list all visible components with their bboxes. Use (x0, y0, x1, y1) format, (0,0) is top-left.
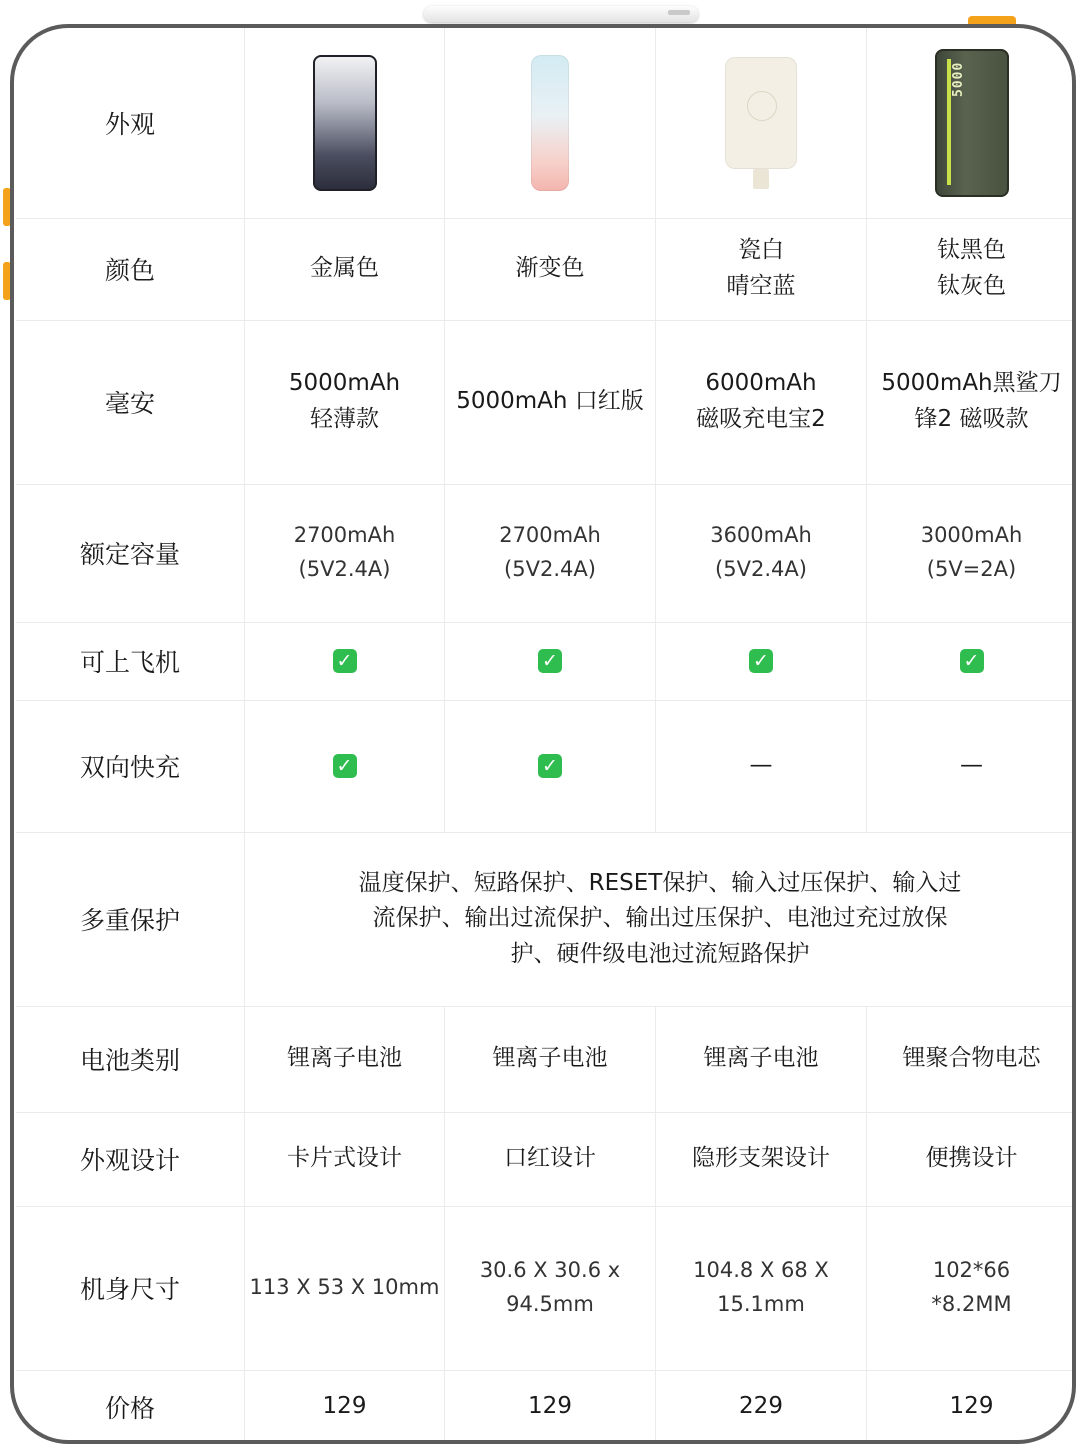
lipstick-powerbank-icon (531, 55, 569, 191)
row-color (16, 218, 1076, 321)
value-dimensions: 30.6 X 30.6 x 94.5mm (479, 1258, 621, 1316)
table-cell (445, 622, 656, 700)
table-cell (656, 1370, 867, 1444)
table-cell (656, 218, 867, 320)
label-protection: 多重保护 (79, 906, 180, 935)
table-cell (445, 700, 656, 832)
value-protection: 温度保护、短路保护、RESET保护、输入过压保护、输入过流保护、输出过流保护、输出过压保护、电池过充过放保护、硬件级电池过流短路保护 (358, 869, 962, 967)
row-label (16, 1006, 245, 1112)
value-price: 129 (949, 1393, 994, 1420)
product-image-cell (445, 28, 656, 218)
row-label (16, 700, 245, 832)
table-cell (656, 700, 867, 832)
table-cell (656, 622, 867, 700)
table-cell (656, 1206, 867, 1370)
shark-blade-powerbank-icon (935, 49, 1009, 197)
value-model: 5000mAh 口红版 (456, 388, 644, 415)
value-rated-capacity: 3600mAh (5V2.4A) (710, 523, 812, 581)
table-cell (867, 320, 1076, 484)
product-image-cell (245, 28, 445, 218)
value-color: 瓷白 晴空蓝 (726, 237, 796, 299)
magnetic-ring-mark (747, 91, 777, 121)
table-cell (445, 1006, 656, 1112)
comparison-table (16, 28, 1072, 1444)
table-cell (245, 484, 445, 622)
table-cell (445, 1206, 656, 1370)
table-cell (445, 1112, 656, 1206)
table-cell (867, 1370, 1076, 1444)
table-cell (867, 1206, 1076, 1370)
value-dimensions: 102*66 *8.2MM (931, 1258, 1012, 1316)
table-cell (245, 622, 445, 700)
checkmark-icon: ✓ (333, 649, 357, 673)
value-battery-type: 锂聚合物电芯 (902, 1045, 1041, 1072)
label-model: 毫安 (104, 389, 155, 418)
value-model: 5000mAh 轻薄款 (288, 370, 401, 432)
table-cell (867, 218, 1076, 320)
row-label (16, 484, 245, 622)
table-cell (445, 320, 656, 484)
label-fast-charge: 双向快充 (79, 753, 180, 782)
row-design (16, 1112, 1076, 1207)
stylus-brand-mark (668, 10, 690, 15)
label-color: 颜色 (104, 256, 155, 285)
product-image-cell (656, 28, 867, 218)
label-rated-capacity: 额定容量 (79, 540, 180, 569)
table-cell (867, 484, 1076, 622)
table-cell (867, 1112, 1076, 1206)
value-design: 隐形支架设计 (692, 1145, 830, 1172)
row-model (16, 320, 1076, 485)
row-label (16, 1112, 245, 1206)
tablet-frame (10, 24, 1076, 1444)
value-rated-capacity: 3000mAh (5V=2A) (920, 523, 1023, 581)
value-color: 渐变色 (515, 255, 585, 282)
row-label (16, 1206, 245, 1370)
value-price: 229 (739, 1393, 783, 1420)
accent-stripe (947, 59, 951, 185)
product-print-text: 5000 (950, 61, 966, 97)
label-design: 外观设计 (79, 1146, 180, 1175)
value-price: 129 (322, 1393, 367, 1420)
stylus-pencil (424, 6, 698, 22)
row-label (16, 28, 245, 218)
product-image-cell (867, 28, 1076, 218)
table-cell (245, 1370, 445, 1444)
row-airplane (16, 622, 1076, 701)
checkmark-icon: ✓ (333, 754, 357, 778)
dash-mark: — (749, 752, 773, 779)
value-model: 5000mAh黑鲨刀 锋2 磁吸款 (881, 370, 1062, 432)
checkmark-icon: ✓ (538, 649, 562, 673)
value-battery-type: 锂离子电池 (703, 1045, 819, 1072)
table-cell (867, 1006, 1076, 1112)
table-cell (245, 1112, 445, 1206)
table-cell (245, 218, 445, 320)
magnetic-powerbank-icon (725, 57, 797, 189)
dash-mark: — (960, 752, 983, 779)
row-dimensions (16, 1206, 1076, 1371)
row-label (16, 1370, 245, 1444)
label-battery-type: 电池类别 (79, 1046, 180, 1075)
label-dimensions: 机身尺寸 (79, 1275, 180, 1304)
value-color: 钛黑色 钛灰色 (937, 237, 1006, 299)
table-cell (656, 1006, 867, 1112)
value-price: 129 (528, 1393, 572, 1420)
value-battery-type: 锂离子电池 (287, 1045, 402, 1072)
value-rated-capacity: 2700mAh (5V2.4A) (293, 523, 396, 581)
row-label (16, 218, 245, 320)
row-rated-capacity (16, 484, 1076, 623)
table-cell (245, 700, 445, 832)
checkmark-icon: ✓ (960, 649, 984, 673)
value-design: 卡片式设计 (287, 1145, 402, 1172)
table-cell (867, 622, 1076, 700)
row-price (16, 1370, 1076, 1444)
table-cell (656, 484, 867, 622)
table-cell (245, 1006, 445, 1112)
label-price: 价格 (104, 1394, 155, 1423)
row-appearance (16, 28, 1076, 219)
table-cell (656, 320, 867, 484)
cable-plug (753, 169, 769, 189)
value-design: 便携设计 (925, 1145, 1018, 1172)
value-dimensions: 113 X 53 X 10mm (249, 1275, 440, 1300)
table-cell (445, 484, 656, 622)
row-battery-type (16, 1006, 1076, 1113)
value-battery-type: 锂离子电池 (492, 1045, 608, 1072)
value-color: 金属色 (310, 255, 379, 282)
slim-powerbank-icon (313, 55, 377, 191)
table-cell (867, 700, 1076, 832)
label-appearance: 外观 (104, 110, 155, 139)
table-cell (245, 320, 445, 484)
row-protection (16, 832, 1076, 1007)
protection-merged-cell (245, 832, 1076, 1006)
table-cell (445, 1370, 656, 1444)
label-airplane: 可上飞机 (79, 648, 180, 677)
row-label (16, 622, 245, 700)
table-cell (656, 1112, 867, 1206)
value-dimensions: 104.8 X 68 X 15.1mm (693, 1258, 829, 1316)
value-rated-capacity: 2700mAh (5V2.4A) (499, 523, 601, 581)
table-cell (245, 1206, 445, 1370)
table-cell (445, 218, 656, 320)
value-model: 6000mAh 磁吸充电宝2 (696, 370, 826, 432)
row-label (16, 832, 245, 1006)
checkmark-icon: ✓ (749, 649, 773, 673)
checkmark-icon: ✓ (538, 754, 562, 778)
value-design: 口红设计 (504, 1145, 596, 1172)
row-label (16, 320, 245, 484)
row-bidirectional-fast-charge (16, 700, 1076, 833)
